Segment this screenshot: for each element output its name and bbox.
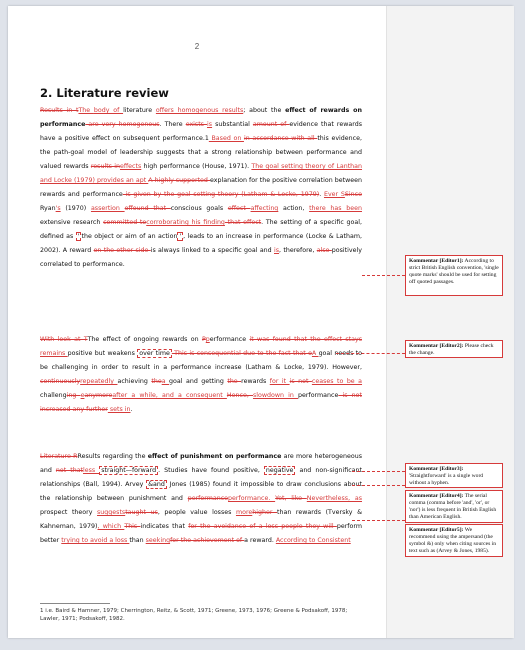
deleted-text: is given by the goal setting theory (Latham & Locke, 1979) (122, 191, 320, 198)
comment-text: The serial comma (comma before 'and', 'or', or 'nor') is less frequent in British English than American English. (409, 493, 497, 520)
inserted-text: repeatedly (80, 378, 118, 385)
inserted-text: Ever S (323, 191, 345, 198)
deleted-text: Results in t (40, 107, 79, 114)
text-run: . There (159, 121, 186, 128)
text-run: the object or aim of an action (81, 233, 178, 240)
text-run: challeng (40, 392, 67, 399)
deleted-text: anymore (84, 392, 113, 399)
text-run: The effect of ongoing rewards on (87, 336, 202, 343)
inserted-text: a (161, 378, 170, 385)
commented-text: negative (265, 467, 294, 474)
deleted-text: is not increased any further (40, 392, 362, 413)
inserted-text: affecting (250, 205, 279, 212)
paragraph-punishment[interactable] (40, 450, 362, 548)
comment-author: Kommentar [Editor3]: (409, 466, 464, 472)
text-run: than (129, 537, 146, 544)
deleted-text: it was found that the effect stays (249, 336, 362, 343)
deleted-text: exists (185, 121, 208, 128)
inserted-text: assertion (90, 205, 125, 212)
inserted-text: A (311, 350, 319, 357)
bold-term: effect of rewards on performance (40, 107, 362, 128)
comment-author: Kommentar [Editor4]: (409, 493, 464, 499)
text-run: goal and getting (169, 378, 228, 385)
deleted-text: also (316, 247, 332, 254)
deleted-text: that effect (224, 219, 262, 226)
deleted-text: This is consequential due to the fact that o (171, 350, 312, 357)
text-run: is always linked to a specific goal and (150, 247, 274, 254)
inserted-text: trying to avoid a loss (61, 537, 130, 544)
text-run: , leads to an increase in performance (Locke & Latham, 2002). A reward (40, 233, 362, 254)
deleted-text: A highly supported (148, 177, 210, 184)
deleted-text: results in (90, 163, 120, 170)
inserted-text: p (205, 336, 210, 343)
comment-text: According to strict British English convention, 'single quote marks' should be used for setting off quoted passages. (409, 258, 499, 285)
commented-text: ' (179, 233, 182, 240)
deleted-text: the (227, 378, 242, 385)
deleted-text: of (124, 205, 133, 212)
inserted-text: 's (55, 205, 61, 212)
deleted-text: on the other side (93, 247, 151, 254)
text-run: . The setting of a specific goal, defined as (40, 219, 362, 240)
inserted-text: e (80, 392, 85, 399)
text-run: than rewards (Tversky & Kahneman, 1979) (40, 509, 362, 530)
inserted-text: suggests (97, 509, 126, 516)
comment-text: We recommend using the ampersand (the symbol &) only when citing sources in text such as (Arvey & Jones, 1985). (409, 527, 497, 554)
deleted-text: Literature R (40, 453, 78, 460)
deleted-text: effect (227, 205, 251, 212)
deleted-text: the (151, 378, 162, 385)
deleted-text: Hence, (226, 392, 253, 399)
deleted-text: performance (187, 495, 229, 502)
text-run: Ryan (40, 205, 56, 212)
inserted-text: The (78, 107, 94, 114)
text-run: Results regarding the (77, 453, 148, 460)
deleted-text: continuously (40, 378, 81, 385)
inserted-text: after a while, and a consequent (112, 392, 227, 399)
comment-text: 'Straightforward' is a single word without a hyphen. (409, 473, 484, 486)
deleted-text: not that (55, 467, 84, 474)
deleted-text: committed to (103, 219, 147, 226)
page-body (8, 6, 386, 638)
deleted-text: P (201, 336, 206, 343)
text-run: positive but weakens (67, 350, 138, 357)
text-run: evidence that rewards have a positive effect on subsequent performance. (40, 121, 362, 142)
deleted-text: Yet, like (275, 495, 307, 502)
text-run: are more heterogeneous and (40, 453, 362, 474)
text-run: achieving (117, 378, 152, 385)
comment-editor-3[interactable] (405, 463, 503, 488)
inserted-text: more (235, 509, 253, 516)
inserted-text: seeking (145, 537, 171, 544)
text-run: explanation for the positive correlation between rewards and performance (40, 177, 362, 198)
commented-text: &and (148, 481, 165, 488)
inserted-text: remains (40, 350, 68, 357)
comment-editor-1[interactable] (405, 255, 503, 296)
comment-editor-5[interactable] (405, 524, 503, 557)
inserted-text: performance. (228, 495, 276, 502)
comment-leader-4 (352, 485, 405, 486)
commented-text: straight—forward (101, 467, 157, 474)
deleted-text: This (124, 523, 141, 530)
text-run: positively correlated to performance. (40, 247, 362, 268)
text-run: performance (298, 392, 339, 399)
comment-leader-5 (352, 520, 405, 521)
text-run: conscious goals (170, 205, 228, 212)
deleted-text: ing (66, 392, 81, 399)
inserted-text: for it (269, 378, 290, 385)
text-run: . (319, 191, 324, 198)
inserted-text: less (83, 467, 100, 474)
comment-author: Kommentar [Editor1]: (409, 258, 464, 264)
inserted-text: is (274, 247, 280, 254)
deleted-text: for the avoidance of a loss people they will (188, 523, 337, 530)
comment-author: Kommentar [Editor2]: (409, 343, 464, 349)
text-run: Jones (1985) found it impossible to draw conclusions about the relationship between punishment and (40, 481, 362, 502)
commented-text: ' (77, 233, 80, 240)
inserted-text: , which (97, 523, 125, 530)
text-run: 1 (204, 135, 209, 142)
bold-term: effect of punishment on performance (147, 453, 282, 460)
paragraph-rewards[interactable] (40, 104, 362, 272)
text-run: this evidence, (317, 135, 362, 142)
deleted-text: for the achievement of (170, 537, 245, 544)
deleted-text: found that (132, 205, 171, 212)
text-run: rewards (241, 378, 270, 385)
text-run: (1970) (60, 205, 91, 212)
comment-editor-4[interactable] (405, 490, 503, 523)
text-run: erformance (209, 336, 250, 343)
text-run: extensive research (40, 219, 104, 226)
inserted-text: Based on (208, 135, 244, 142)
section-heading: 2. Literature review (40, 86, 169, 100)
inserted-text: According to Consistent (275, 537, 351, 544)
deleted-text: With look at T (40, 336, 88, 343)
text-run: ; about the (243, 107, 286, 114)
comment-text: Please check the change. (409, 343, 494, 356)
text-run: high performance (House, 1971). (141, 163, 252, 170)
text-run: . (130, 406, 133, 413)
deleted-text: in accordance with all (243, 135, 318, 142)
deleted-text: amount of (252, 121, 290, 128)
inserted-text: sets in (107, 406, 131, 413)
inserted-text: corroborating his finding (146, 219, 225, 226)
inserted-text: The goal setting theory of Lanthan and Locke (1979) provides an apt (40, 163, 363, 184)
text-run: the path-goal model of leadership suggests that a strong relationship between performance and valued rewards (40, 149, 362, 170)
text-run: and non-significant relationships (Ball, 1994). Arvey (40, 467, 362, 488)
inserted-text: there has been (309, 205, 362, 212)
text-run: perform better (40, 523, 362, 544)
text-run: indicates that (140, 523, 189, 530)
page-number: 2 (194, 42, 200, 51)
comment-leader-2 (336, 353, 405, 354)
text-run: prospect theory (40, 509, 98, 516)
footnote: 1 i.e. Baird & Hamner, 1979; Cherrington, Reitz, & Scott, 1971; Greene, 1973, 1976; Greene & Podsakoff, 1978; Lawler, 1971; Podsakoff, 1982. (40, 608, 348, 622)
footnote-separator (40, 603, 110, 604)
inserted-text: ceases to be a (311, 378, 363, 385)
text-run: . Studies have found positive, (158, 467, 264, 474)
text-run: , people value losses (157, 509, 236, 516)
paragraph-ongoing-rewards[interactable] (40, 333, 362, 417)
inserted-text: offers homogenous results (155, 107, 244, 114)
deleted-text: taught us (125, 509, 158, 516)
comment-author: Kommentar [Editor5]: (409, 527, 464, 533)
text-run: goal needs to be challenging in order to result in a performance increase (Latham & Locke, 1979). However, (40, 350, 362, 371)
deleted-text: Since (344, 191, 362, 198)
text-run: literature (123, 107, 156, 114)
inserted-text: slowdown in (252, 392, 299, 399)
text-run: action, (278, 205, 310, 212)
deleted-text: is not (289, 378, 312, 385)
text-run: a reward. (244, 537, 276, 544)
commented-text: over time (139, 350, 170, 357)
deleted-text: higher (252, 509, 278, 516)
text-run: , therefore, (279, 247, 317, 254)
inserted-text: body of (93, 107, 124, 114)
deleted-text: are very homogenous (85, 121, 160, 128)
comment-leader-1 (362, 275, 405, 276)
inserted-text: effects (119, 163, 142, 170)
text-run: substantial (212, 121, 253, 128)
comment-editor-2[interactable] (405, 340, 503, 358)
inserted-text: Nevertheless, as (306, 495, 362, 502)
comment-leader-3 (352, 471, 405, 472)
inserted-text: is (207, 121, 213, 128)
